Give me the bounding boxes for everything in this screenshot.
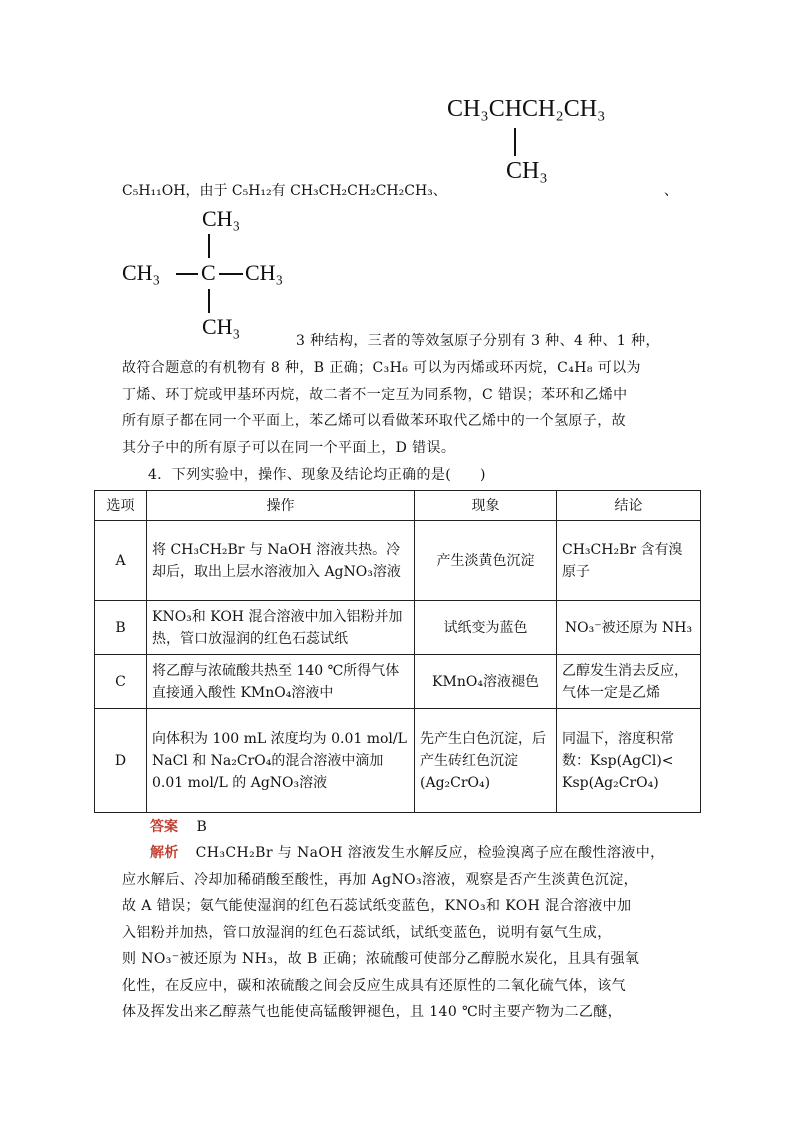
neopentane-center: C [201,260,216,285]
row-phenomenon: 产生淡黄色沉淀 [415,521,557,601]
analysis-line-1: CH₃CH₂Br 与 NaOH 溶液发生水解反应，检验溴离子应在酸性溶液中， [195,845,665,861]
row-phenomenon: KMnO₄溶液褪色 [415,655,557,709]
analysis-first-line [150,840,665,867]
row-option: B [95,601,147,655]
table-row [95,709,701,813]
answer-label: 答案 [150,819,178,835]
analysis-line-6: 化性，在反应中，碳和浓硫酸之间会反应生成具有还原性的二氧化硫气体，该气 [122,977,626,994]
analysis-label: 解析 [150,845,179,861]
intro-line: C₅H₁₁OH，由于 C₅H₁₂有 CH₃CH₂CH₂CH₂CH₃、 [122,183,447,199]
neopentane-bond-right [219,273,243,275]
header-operation: 操作 [147,491,415,521]
answer-value: B [196,819,207,835]
neopentane-bond-left [176,273,198,275]
experiment-table [94,490,701,813]
intro-trailing-mark: 、 [664,183,678,199]
row-conclusion: NO₃⁻被还原为 NH₃ [557,601,701,655]
paragraph-line-1: 3 种结构，三者的等效氢原子分别有 3 种、4 种、1 种， [296,333,660,349]
isopentane-bond [514,128,516,156]
table-row [95,601,701,655]
header-option: 选项 [95,491,147,521]
isopentane-branch: CH₃ [506,158,548,184]
row-conclusion: 同温下，溶度积常数：Ksp(AgCl)< Ksp(Ag₂CrO₄) [557,709,701,813]
row-conclusion: CH₃CH₂Br 含有溴原子 [557,521,701,601]
analysis-line-3: 故 A 错误；氨气能使湿润的红色石蕊试纸变蓝色，KNO₃和 KOH 混合溶液中加 [122,898,632,914]
neopentane-right: CH₃ [245,260,284,285]
neopentane-left: CH₃ [122,260,161,285]
analysis-line-5: 则 NO₃⁻被还原为 NH₃，故 B 正确；浓硫酸可使部分乙醇脱水炭化，且具有强氧 [122,951,640,967]
question-text: 4．下列实验中，操作、现象及结论均正确的是( ) [148,467,486,483]
neopentane-top: CH₃ [202,206,241,231]
row-operation: KNO₃和 KOH 混合溶液中加入铝粉并加热，管口放湿润的红色石蕊试纸 [147,601,415,655]
paragraph-line-5: 其分子中的所有原子可以在同一个平面上，D 错误。 [122,439,456,456]
analysis-line-7: 体及挥发出来乙醇蒸气也能使高锰酸钾褪色，且 140 ℃时主要产物为二乙醚， [122,1004,623,1020]
analysis-line-2: 应水解后、冷却加稀硝酸至酸性，再加 AgNO₃溶液，观察是否产生淡黄色沉淀， [122,871,639,888]
row-operation: 向体积为 100 mL 浓度均为 0.01 mol/L NaCl 和 Na₂CrO₄的混合溶液中滴加 0.01 mol/L 的 AgNO₃溶液 [147,709,415,813]
header-phenomenon: 现象 [415,491,557,521]
paragraph-line-4: 所有原子都在同一个平面上，苯乙烯可以看做苯环取代乙烯中的一个氢原子，故 [122,413,626,429]
row-operation: 将 CH₃CH₂Br 与 NaOH 溶液共热。冷却后，取出上层水溶液加入 AgNO₃溶液 [147,521,415,601]
paragraph-body [122,355,674,461]
table-header-row [95,491,701,521]
table-row [95,655,701,709]
neopentane-bond-bottom [208,289,210,313]
row-conclusion: 乙醇发生消去反应，气体一定是乙烯 [557,655,701,709]
analysis-line-4: 入铝粉并加热，管口放湿润的红色石蕊试纸，试纸变蓝色，说明有氨气生成， [122,924,612,941]
header-conclusion: 结论 [557,491,701,521]
table-row [95,521,701,601]
neopentane-bond-top [208,234,210,258]
neopentane-bottom: CH₃ [202,314,241,339]
row-operation: 将乙醇与浓硫酸共热至 140 ℃所得气体直接通入酸性 KMnO₄溶液中 [147,655,415,709]
answer-line [150,816,207,836]
paragraph-line-2: 故符合题意的有机物有 8 种，B 正确；C₃H₆ 可以为丙烯或环丙烷，C₄H₈ 可以为 [122,360,641,376]
paragraph-line-3: 丁烯、环丁烷或甲基环丙烷，故二者不一定互为同系物，C 错误；苯环和乙烯中 [122,386,628,403]
row-phenomenon: 试纸变为蓝色 [415,601,557,655]
row-phenomenon: 先产生白色沉淀，后产生砖红色沉淀(Ag₂CrO₄) [415,709,557,813]
isopentane-main-chain: CH₃CHCH₂CH₃ [447,96,606,122]
analysis-body [122,867,674,1026]
row-option: A [95,521,147,601]
row-option: D [95,709,147,813]
row-option: C [95,655,147,709]
